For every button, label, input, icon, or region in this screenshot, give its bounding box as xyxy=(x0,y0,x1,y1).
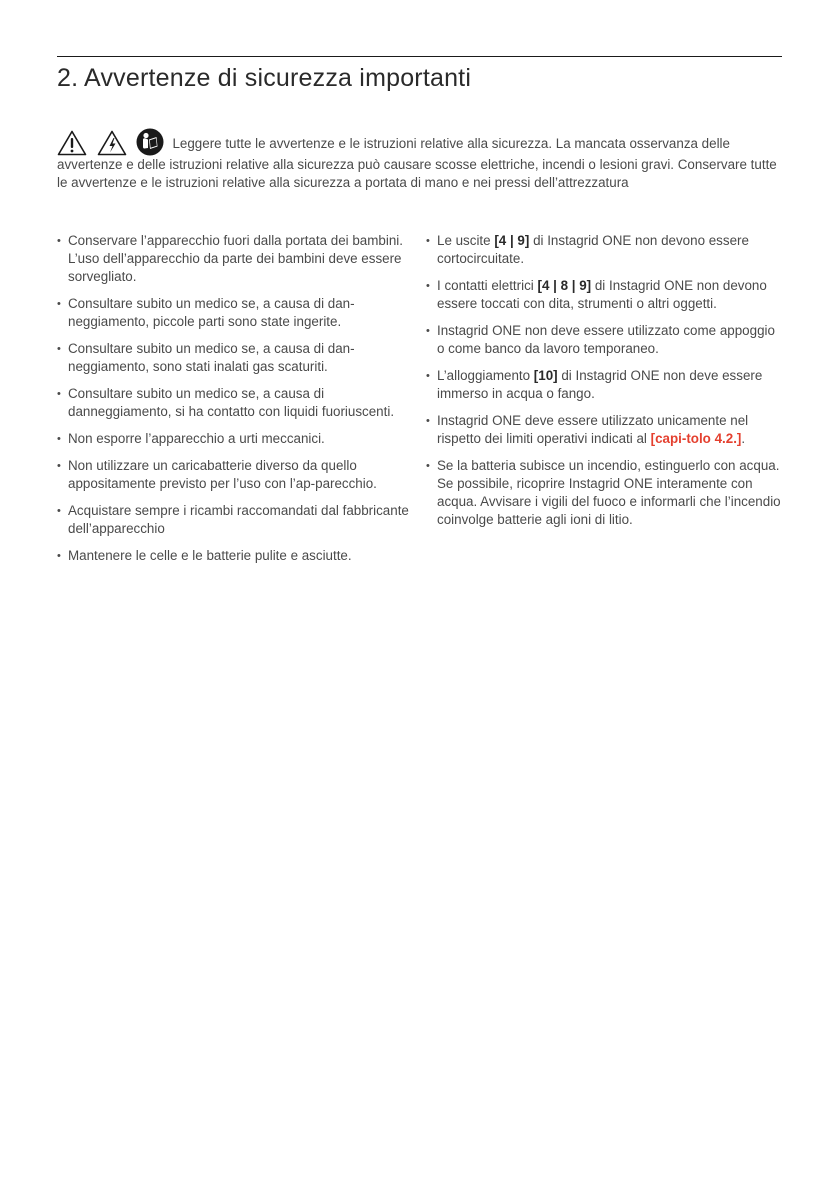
component-reference: [4 | 9] xyxy=(494,233,530,248)
component-reference: [4 | 8 | 9] xyxy=(537,278,592,293)
list-item: • Non utilizzare un caricabatterie diverso da quello appositamente previsto per l’uso con l’ap-parecchio. xyxy=(57,457,415,493)
intro-paragraph xyxy=(57,128,782,192)
page-title: 2. Avvertenze di sicurezza importanti xyxy=(57,64,472,92)
list-item: • Consultare subito un medico se, a causa di dan-neggiamento, piccole parti sono state ingerite. xyxy=(57,295,415,331)
list-item: • I contatti elettrici [4 | 8 | 9] di Instagrid ONE non devono essere toccati con dita, strumenti o altri oggetti. xyxy=(426,277,782,313)
left-warning-list xyxy=(57,232,415,574)
list-item: • Instagrid ONE non deve essere utilizzato come appoggio o come banco da lavoro temporaneo. xyxy=(426,322,782,358)
list-item: • L’alloggiamento [10] di Instagrid ONE non deve essere immerso in acqua o fango. xyxy=(426,367,782,403)
list-item: • Non esporre l’apparecchio a urti meccanici. xyxy=(57,430,415,448)
list-item: • Mantenere le celle e le batterie pulite e asciutte. xyxy=(57,547,415,565)
intro-text: Leggere tutte le avvertenze e le istruzioni relative alla sicurezza. La mancata osservanza delle avvertenze e delle istruzioni relative alla sicurezza può causare scosse elettriche, incendi o lesioni gravi. Conservare tutte le avvertenze e le istruzioni relative alla sicurezza a portata di mano e nei pressi dell’attrezzatura xyxy=(57,136,777,190)
electric-hazard-icon xyxy=(97,130,127,156)
read-manual-icon xyxy=(136,128,164,156)
list-item: • Consultare subito un medico se, a causa di dan-neggiamento, sono stati inalati gas scaturiti. xyxy=(57,340,415,376)
list-item: • Acquistare sempre i ricambi raccomandati dal fabbricante dell’apparecchio xyxy=(57,502,415,538)
safety-icons xyxy=(57,128,170,156)
list-item: • Se la batteria subisce un incendio, estinguerlo con acqua. Se possibile, ricoprire Instagrid ONE interamente con acqua. Avvisare i vigili del fuoco e informarli che l’incendio coinvolge batterie agli ioni di litio. xyxy=(426,457,782,529)
list-item: • Instagrid ONE deve essere utilizzato unicamente nel rispetto dei limiti operativi indicati al [capi-tolo 4.2.]. xyxy=(426,412,782,448)
header-rule xyxy=(57,56,782,57)
chapter-link[interactable]: [capi-tolo 4.2.] xyxy=(650,431,742,446)
warning-icon xyxy=(57,130,87,156)
list-item: • Le uscite [4 | 9] di Instagrid ONE non devono essere cortocircuitate. xyxy=(426,232,782,268)
list-item: • Consultare subito un medico se, a causa di danneggiamento, si ha contatto con liquidi fuoriuscenti. xyxy=(57,385,415,421)
list-item: • Conservare l’apparecchio fuori dalla portata dei bambini. L’uso dell’apparecchio da parte dei bambini deve essere sorvegliato. xyxy=(57,232,415,286)
component-reference: [10] xyxy=(533,368,558,383)
right-warning-list xyxy=(426,232,782,538)
